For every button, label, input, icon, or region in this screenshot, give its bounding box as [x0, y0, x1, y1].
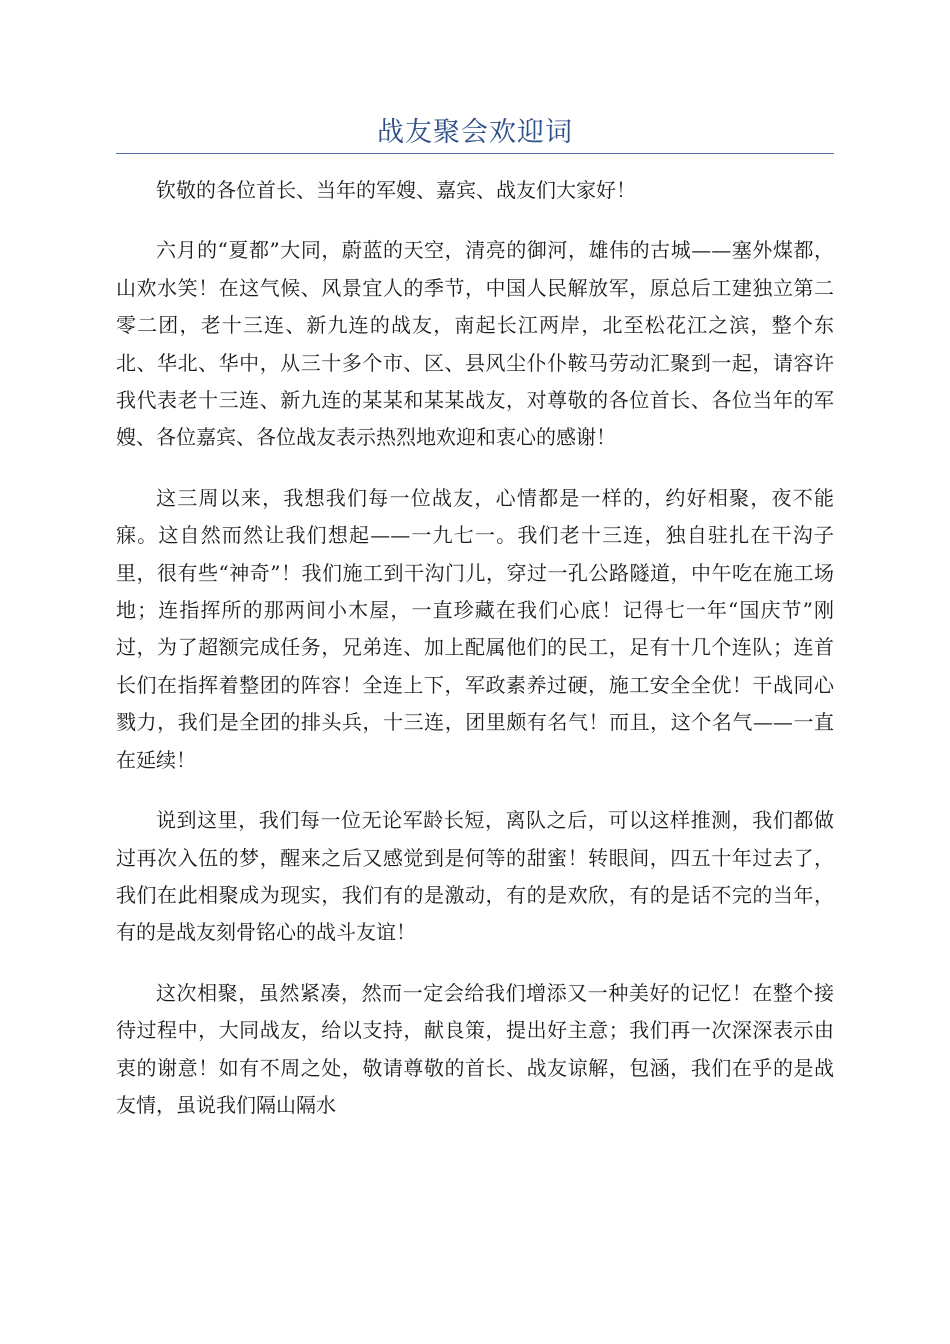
paragraph-greeting: 钦敬的各位首长、当年的军嫂、嘉宾、战友们大家好！: [156, 178, 636, 202]
paragraph-reunion: 说到这里，我们每一位无论军龄长短，离队之后，可以这样推测，我们都做过再次入伍的梦，醒来之后又感觉到是何等的甜蜜！转眼间，四五十年过去了，我们在此相聚成为现实，我们有的是激动，有的是欢欣，有的是话不完的当年，有的是战友刻骨铭心的战斗友谊！: [116, 808, 834, 945]
title-underline: [116, 153, 834, 154]
paragraph-thanks: 这次相聚，虽然紧凑，然而一定会给我们增添又一种美好的记忆！在整个接待过程中，大同战友，给以支持，献良策，提出好主意；我们再一次深深表示由衷的谢意！如有不周之处，敬请尊敬的首长、战友谅解，包涵，我们在乎的是战友情，虽说我们隔山隔水: [116, 980, 834, 1117]
document-title: 战友聚会欢迎词: [377, 117, 573, 148]
document-body: [116, 172, 834, 1147]
paragraph-welcome: 六月的“夏都”大同，蔚蓝的天空，清亮的御河，雄伟的古城——塞外煤都，山欢水笑！在这气候、风景宜人的季节，中国人民解放军，原总后工建独立第二零二团，老十三连、新九连的战友，南起长江两岸，北至松花江之滨，整个东北、华北、华中，从三十多个市、区、县风尘仆仆鞍马劳动汇聚到一起，请容许我代表老十三连、新九连的某某和某某战友，对尊敬的各位首长、各位当年的军嫂、各位嘉宾、各位战友表示热烈地欢迎和衷心的感谢！: [116, 238, 834, 450]
paragraph-memories: 这三周以来，我想我们每一位战友，心情都是一样的，约好相聚，夜不能寐。这自然而然让我们想起——一九七一。我们老十三连，独自驻扎在干沟子里，很有些“神奇”！我们施工到干沟门儿，穿过一孔公路隧道，中午吃在施工场地；连指挥所的那两间小木屋，一直珍藏在我们心底！记得七一年“国庆节”刚过，为了超额完成任务，兄弟连、加上配属他们的民工，足有十几个连队；连首长们在指挥着整团的阵容！全连上下，军政素养过硬，施工安全全优！干战同心戮力，我们是全团的排头兵，十三连，团里颇有名气！而且，这个名气——一直在延续！: [116, 485, 834, 772]
